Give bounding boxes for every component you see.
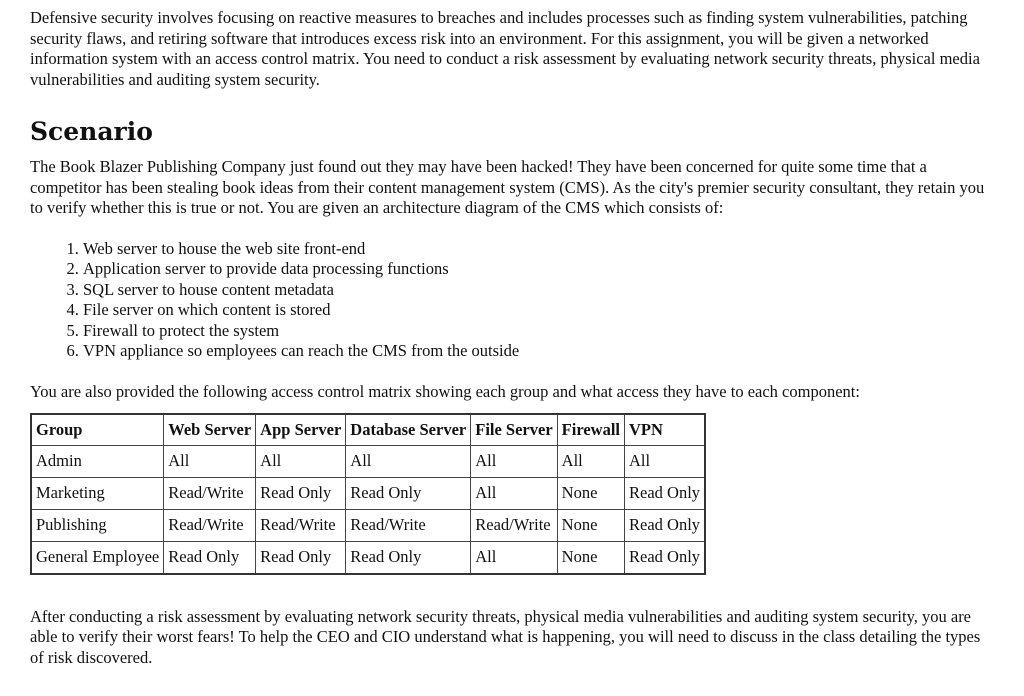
scenario-paragraph: The Book Blazer Publishing Company just found out they may have been hacked! They have been concerned for quite some time that a competitor has been stealing book ideas from their content management system (CMS). As the city's premier security consultant, they retain you to verify whether this is true or not. You are given an architecture diagram of the CMS which consists of: bbox=[30, 157, 985, 217]
matrix-intro-paragraph: You are also provided the following access control matrix showing each group and what access they have to each component: bbox=[30, 382, 860, 402]
table-cell: Read Only bbox=[346, 541, 471, 574]
table-cell: General Employee bbox=[31, 541, 164, 574]
table-cell: All bbox=[471, 445, 557, 477]
table-cell: Read Only bbox=[625, 477, 706, 509]
list-item: 6. VPN appliance so employees can reach the CMS from the outside bbox=[83, 341, 994, 362]
table-cell: All bbox=[557, 445, 624, 477]
list-item: 2. Application server to provide data processing functions bbox=[83, 259, 994, 280]
table-cell: Read/Write bbox=[164, 509, 256, 541]
components-list bbox=[30, 239, 994, 363]
table-cell: None bbox=[557, 477, 624, 509]
table-cell: None bbox=[557, 509, 624, 541]
list-item: 3. SQL server to house content metadata bbox=[83, 280, 994, 301]
column-header: File Server bbox=[471, 414, 557, 446]
table-cell: Read Only bbox=[256, 477, 346, 509]
table-cell: Admin bbox=[31, 445, 164, 477]
table-row bbox=[31, 445, 705, 477]
table-cell: Read Only bbox=[625, 541, 706, 574]
scenario-heading: Scenario bbox=[30, 117, 153, 146]
table-cell: Read Only bbox=[346, 477, 471, 509]
table-cell: Read Only bbox=[625, 509, 706, 541]
column-header: Database Server bbox=[346, 414, 471, 446]
table-cell: All bbox=[164, 445, 256, 477]
table-cell: All bbox=[346, 445, 471, 477]
table-cell: All bbox=[471, 477, 557, 509]
column-header: Web Server bbox=[164, 414, 256, 446]
table-cell: Read/Write bbox=[256, 509, 346, 541]
intro-paragraph: Defensive security involves focusing on reactive measures to breaches and includes processes such as finding system vulnerabilities, patching security flaws, and retiring software that introduces excess risk into an environment. For this assignment, you will be given a networked information system with an access control matrix. You need to conduct a risk assessment by evaluating network security threats, physical media vulnerabilities and auditing system security. bbox=[30, 8, 980, 89]
column-header: Group bbox=[31, 414, 164, 446]
table-cell: Read Only bbox=[256, 541, 346, 574]
table-cell: Read Only bbox=[164, 541, 256, 574]
column-header: VPN bbox=[625, 414, 706, 446]
table-cell: Read/Write bbox=[164, 477, 256, 509]
table-row bbox=[31, 541, 705, 574]
table-cell: None bbox=[557, 541, 624, 574]
table-cell: Marketing bbox=[31, 477, 164, 509]
list-item: 5. Firewall to protect the system bbox=[83, 321, 994, 342]
table-cell: All bbox=[625, 445, 706, 477]
closing-paragraph: After conducting a risk assessment by evaluating network security threats, physical media vulnerabilities and auditing system security, you are able to verify their worst fears! To help the CEO and CIO understand what is happening, you will need to discuss in the class detailing the types of risk discovered. bbox=[30, 606, 981, 667]
table-cell: Publishing bbox=[31, 509, 164, 541]
table-cell: Read/Write bbox=[471, 509, 557, 541]
column-header: App Server bbox=[256, 414, 346, 446]
list-item: 1. Web server to house the web site front-end bbox=[83, 239, 994, 260]
column-header: Firewall bbox=[557, 414, 624, 446]
table-row bbox=[31, 509, 705, 541]
table-cell: Read/Write bbox=[346, 509, 471, 541]
table-cell: All bbox=[471, 541, 557, 574]
list-item: 4. File server on which content is stored bbox=[83, 300, 994, 321]
access-control-matrix bbox=[30, 413, 706, 575]
table-header-row bbox=[31, 414, 705, 446]
table-cell: All bbox=[256, 445, 346, 477]
table-row bbox=[31, 477, 705, 509]
